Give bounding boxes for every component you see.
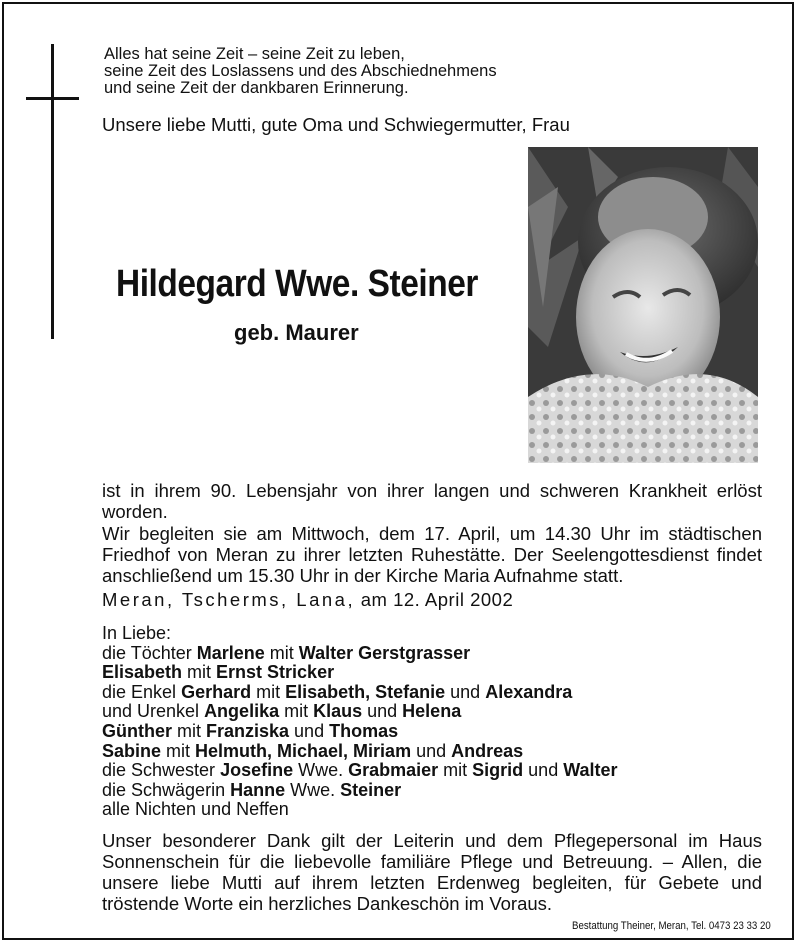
family-heading: In Liebe: <box>102 623 172 643</box>
passing-statement: ist in ihrem 90. Lebensjahr von ihrer langen und schweren Krankheit erlöst worden. <box>102 480 762 522</box>
family-relation-text: mit <box>438 760 473 781</box>
family-line <box>102 683 618 703</box>
family-relation-text: die Töchter <box>102 642 197 663</box>
family-line <box>102 722 618 742</box>
family-relation-text: mit <box>279 701 314 722</box>
family-relation-text: und <box>523 760 564 781</box>
family-member-name: Steiner <box>340 779 402 800</box>
family-relation-text: Wwe. <box>293 760 349 781</box>
family-line <box>102 663 618 683</box>
family-member-name: Helmuth, Michael, Miriam <box>195 740 412 761</box>
family-member-name: Sigrid <box>472 760 524 781</box>
motto-line: seine Zeit des Loslassens und des Abschiednehmens <box>104 62 497 80</box>
family-relation-text: mit <box>172 720 206 741</box>
family-member-name: Gerhard <box>181 681 252 702</box>
funeral-details: Wir begleiten sie am Mittwoch, dem 17. April, um 14.30 Uhr im städtischen Friedhof von Meran zu ihrer letzten Ruhestätte. Der Seelengottesdienst findet anschließend um 15.30 Uhr in der Kirche Maria Aufnahme statt. <box>102 523 762 586</box>
family-member-name: Walter Gerstgrasser <box>298 642 471 663</box>
place: Meran, Tscherms, Lana, <box>102 589 356 610</box>
family-member-name: Grabmaier <box>348 760 439 781</box>
family-relation-text: alle Nichten und Neffen <box>102 799 289 820</box>
family-line <box>102 742 618 762</box>
family-member-name: Klaus <box>313 701 363 722</box>
family-relation-text: und Urenkel <box>102 701 205 722</box>
family-lines <box>102 644 618 820</box>
family-line <box>102 781 618 801</box>
family-member-name: Walter <box>563 760 618 781</box>
family-member-name: Elisabeth <box>102 662 183 683</box>
family-relation-text: die Schwester <box>102 760 221 781</box>
family-member-name: Angelika <box>204 701 280 722</box>
portrait-image <box>528 147 758 463</box>
family-relation-text: und <box>445 681 486 702</box>
family-line <box>102 761 618 781</box>
family-relation-text: mit <box>264 642 299 663</box>
cross-icon-horizontal <box>26 97 79 100</box>
place-date-line <box>102 589 762 610</box>
family-relation-text: mit <box>251 681 286 702</box>
motto-line: Alles hat seine Zeit – seine Zeit zu leben, <box>104 45 405 63</box>
motto <box>104 46 497 97</box>
portrait-photo <box>528 147 758 463</box>
family-relation-text: und <box>411 740 452 761</box>
motto-line: und seine Zeit der dankbaren Erinnerung. <box>104 79 409 97</box>
cross-icon-vertical <box>51 44 54 339</box>
family-relation-text: und <box>289 720 330 741</box>
family-line <box>102 644 618 664</box>
family-member-name: Elisabeth, Stefanie <box>285 681 446 702</box>
intro-line: Unsere liebe Mutti, gute Oma und Schwiegermutter, Frau <box>102 114 570 135</box>
family-relation-text: die Schwägerin <box>102 779 231 800</box>
funeral-home-footer: Bestattung Theiner, Meran, Tel. 0473 23 33 20 <box>572 920 771 932</box>
family-member-name: Josefine <box>220 760 294 781</box>
family-relation-text: mit <box>182 662 217 683</box>
family-relation-text: mit <box>161 740 196 761</box>
family-line <box>102 702 618 722</box>
maiden-name: geb. Maurer <box>234 320 359 345</box>
family-member-name: Alexandra <box>485 681 573 702</box>
family-member-name: Ernst Stricker <box>216 662 335 683</box>
deceased-name: Hildegard Wwe. Steiner <box>116 263 478 305</box>
family-relation-text: die Enkel <box>102 681 182 702</box>
family-member-name: Andreas <box>451 740 524 761</box>
family-member-name: Thomas <box>329 720 399 741</box>
family-line <box>102 800 618 820</box>
date: am 12. April 2002 <box>360 589 514 610</box>
family-member-name: Sabine <box>102 740 162 761</box>
thanks-paragraph: Unser besonderer Dank gilt der Leiterin und dem Pflegepersonal im Haus Sonnenschein für die liebevolle familiäre Pflege und Betreuung. – Allen, die unsere liebe Mutti auf ihrem letzten Erdenweg begleiten, für Gebete und tröstende Worte ein herzliches Dankeschön im Voraus. <box>102 830 762 914</box>
family-member-name: Franziska <box>206 720 290 741</box>
family-relation-text: und <box>362 701 403 722</box>
family-member-name: Günther <box>102 720 172 741</box>
family-list <box>102 624 618 820</box>
family-member-name: Helena <box>402 701 462 722</box>
family-relation-text: Wwe. <box>285 779 341 800</box>
family-member-name: Marlene <box>196 642 265 663</box>
family-member-name: Hanne <box>230 779 286 800</box>
